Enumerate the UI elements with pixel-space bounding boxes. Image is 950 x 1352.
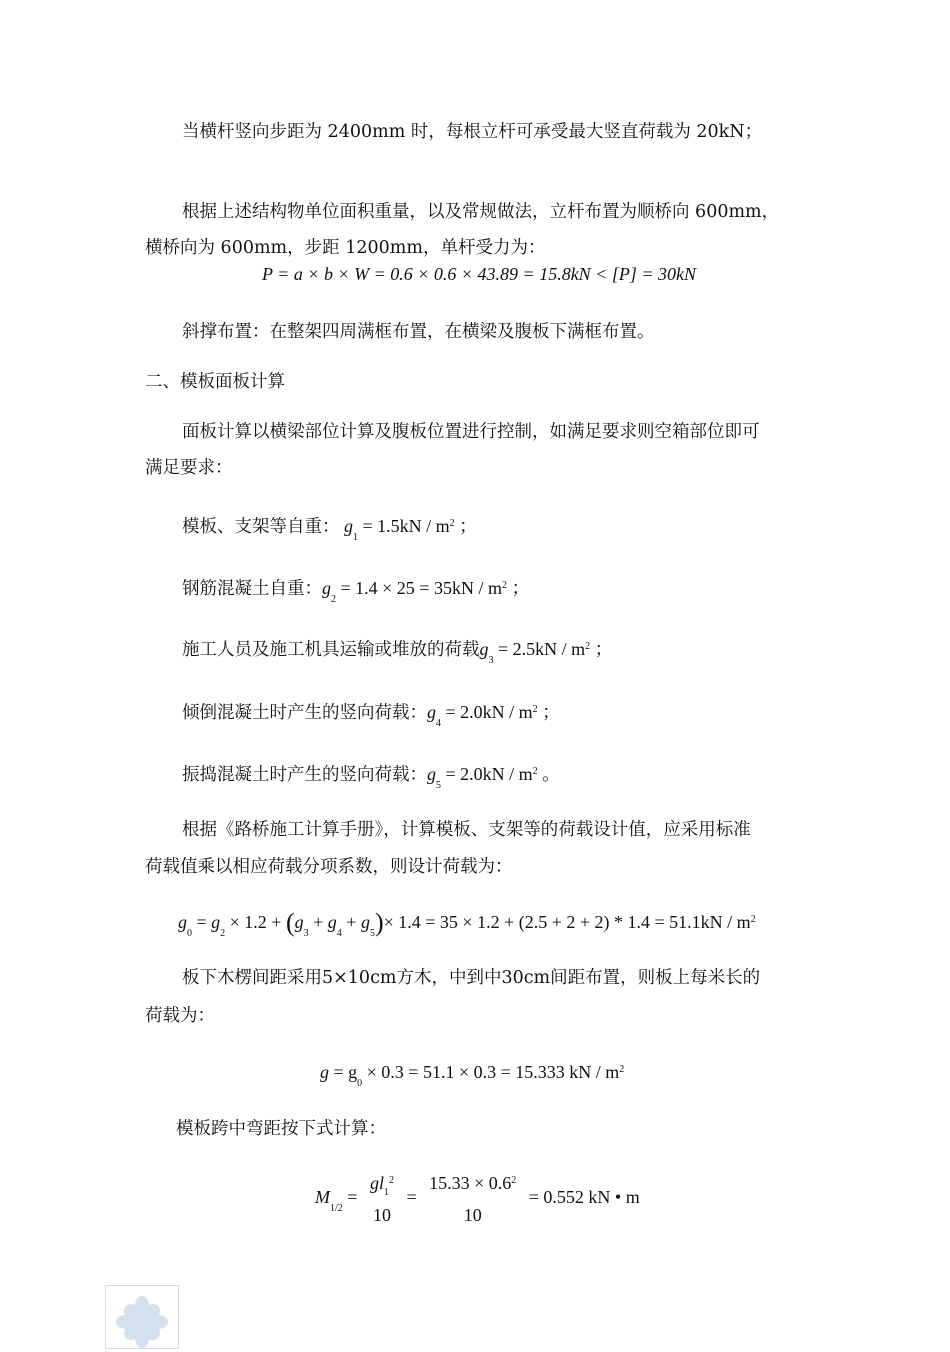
formula-text: P = a × b × W = 0.6 × 0.6 × 43.89 = 15.8kN < [P] = 30kN: [262, 264, 696, 284]
load-label: 倾倒混凝土时产生的竖向荷载：: [182, 703, 427, 723]
watermark-logo: [105, 1285, 179, 1349]
fraction-numerator: 15.33 × 0.6: [429, 1173, 512, 1193]
text-line: 满足要求：: [145, 458, 233, 478]
load-item-g4: 倾倒混凝土时产生的竖向荷载：$g_4 = 2.0kN / m^2$ ；: [182, 702, 561, 729]
load-item-g1: 模板、支架等自重： $g_1 = 1.5kN / m^2$ ；: [182, 516, 478, 543]
text-line: 根据《路桥施工计算手册》，计算模板、支架等的荷载设计值，应采用标准: [182, 820, 751, 840]
formula-p: [262, 262, 696, 286]
text-line: 荷载值乘以相应荷载分项系数，则设计荷载为：: [145, 857, 513, 877]
text-line: 荷载为：: [145, 1006, 215, 1026]
text-line: 模板跨中弯距按下式计算：: [176, 1119, 386, 1139]
load-label: 施工人员及施工机具运输或堆放的荷载: [182, 640, 480, 660]
formula-text: = 0.552 kN • m: [528, 1187, 640, 1208]
formula-g: $g = g_0 \times 0.3 = 51.1 \times 0.3 = 15.333$ kN / $m^2$: [320, 1062, 625, 1089]
load-label: 振捣混凝土时产生的竖向荷载：: [182, 765, 427, 785]
load-label: 钢筋混凝土自重：: [182, 579, 322, 599]
fraction: $15.33 \times 0.6^2$ 10: [429, 1173, 517, 1225]
text-line: 板下木楞间距采用5×10cm方木，中到中30cm间距布置，则板上每米长的: [182, 968, 761, 988]
load-value: = 2.0kN / m: [445, 764, 533, 784]
load-value: = 1.5kN / m: [362, 516, 450, 536]
fraction-denominator: 10: [463, 1205, 482, 1225]
load-item-g2: 钢筋混凝土自重：$g_2 = 1.4 \times 25 = 35kN / m^2$ ；: [182, 578, 530, 605]
load-value: = 2.0kN / m: [445, 702, 533, 722]
fraction: $gl_1^2$ 10: [369, 1173, 394, 1225]
load-value: = 1.4 × 25 = 35kN / m: [340, 578, 502, 598]
flower-logo-icon: [106, 1286, 178, 1348]
text-line: 斜撑布置：在整架四周满框布置，在横梁及腹板下满框布置。: [182, 322, 655, 342]
formula-g0: $g_0 = g_2 \times 1.2 + (g_3 + g_4 + g_5)\times 1.4 = 35 \times 1.2 + (2.5 + 2 + 2) * 1.4 = 51.1kN / m^2$: [178, 908, 756, 939]
text-line: 当横杆竖向步距为 2400mm 时，每根立杆可承受最大竖直荷载为 20kN；: [182, 122, 763, 142]
formula-text: × 0.3 = 51.1 × 0.3 = 15.333 kN / m: [366, 1062, 620, 1082]
section-heading: 二、模板面板计算: [145, 372, 285, 392]
load-label: 模板、支架等自重：: [182, 517, 340, 537]
formula-text: × 1.4 = 35 × 1.2 + (2.5 + 2 + 2) * 1.4 = 51.1kN / m: [383, 912, 751, 932]
formula-text: = g: [333, 1062, 358, 1082]
formula-moment: $M_{1/2}$ = $gl_1^2$ 10 = $15.33 \times 0.6^2$ 10 = 0.552 kN • m: [315, 1173, 640, 1225]
fraction-denominator: 10: [372, 1205, 391, 1225]
text-line: 横桥向为 600mm，步距 1200mm，单杆受力为：: [145, 238, 546, 258]
text-line: 面板计算以横梁部位计算及腹板位置进行控制，如满足要求则空箱部位即可: [182, 422, 760, 442]
load-item-g3: 施工人员及施工机具运输或堆放的荷载$g_3 = 2.5kN / m^2$ ；: [182, 639, 613, 666]
load-value: = 2.5kN / m: [498, 639, 586, 659]
load-item-g5: 振捣混凝土时产生的竖向荷载：$g_5 = 2.0kN / m^2$ 。: [182, 764, 561, 791]
text-line: 根据上述结构物单位面积重量，以及常规做法，立杆布置为顺桥向 600mm，: [182, 202, 780, 222]
